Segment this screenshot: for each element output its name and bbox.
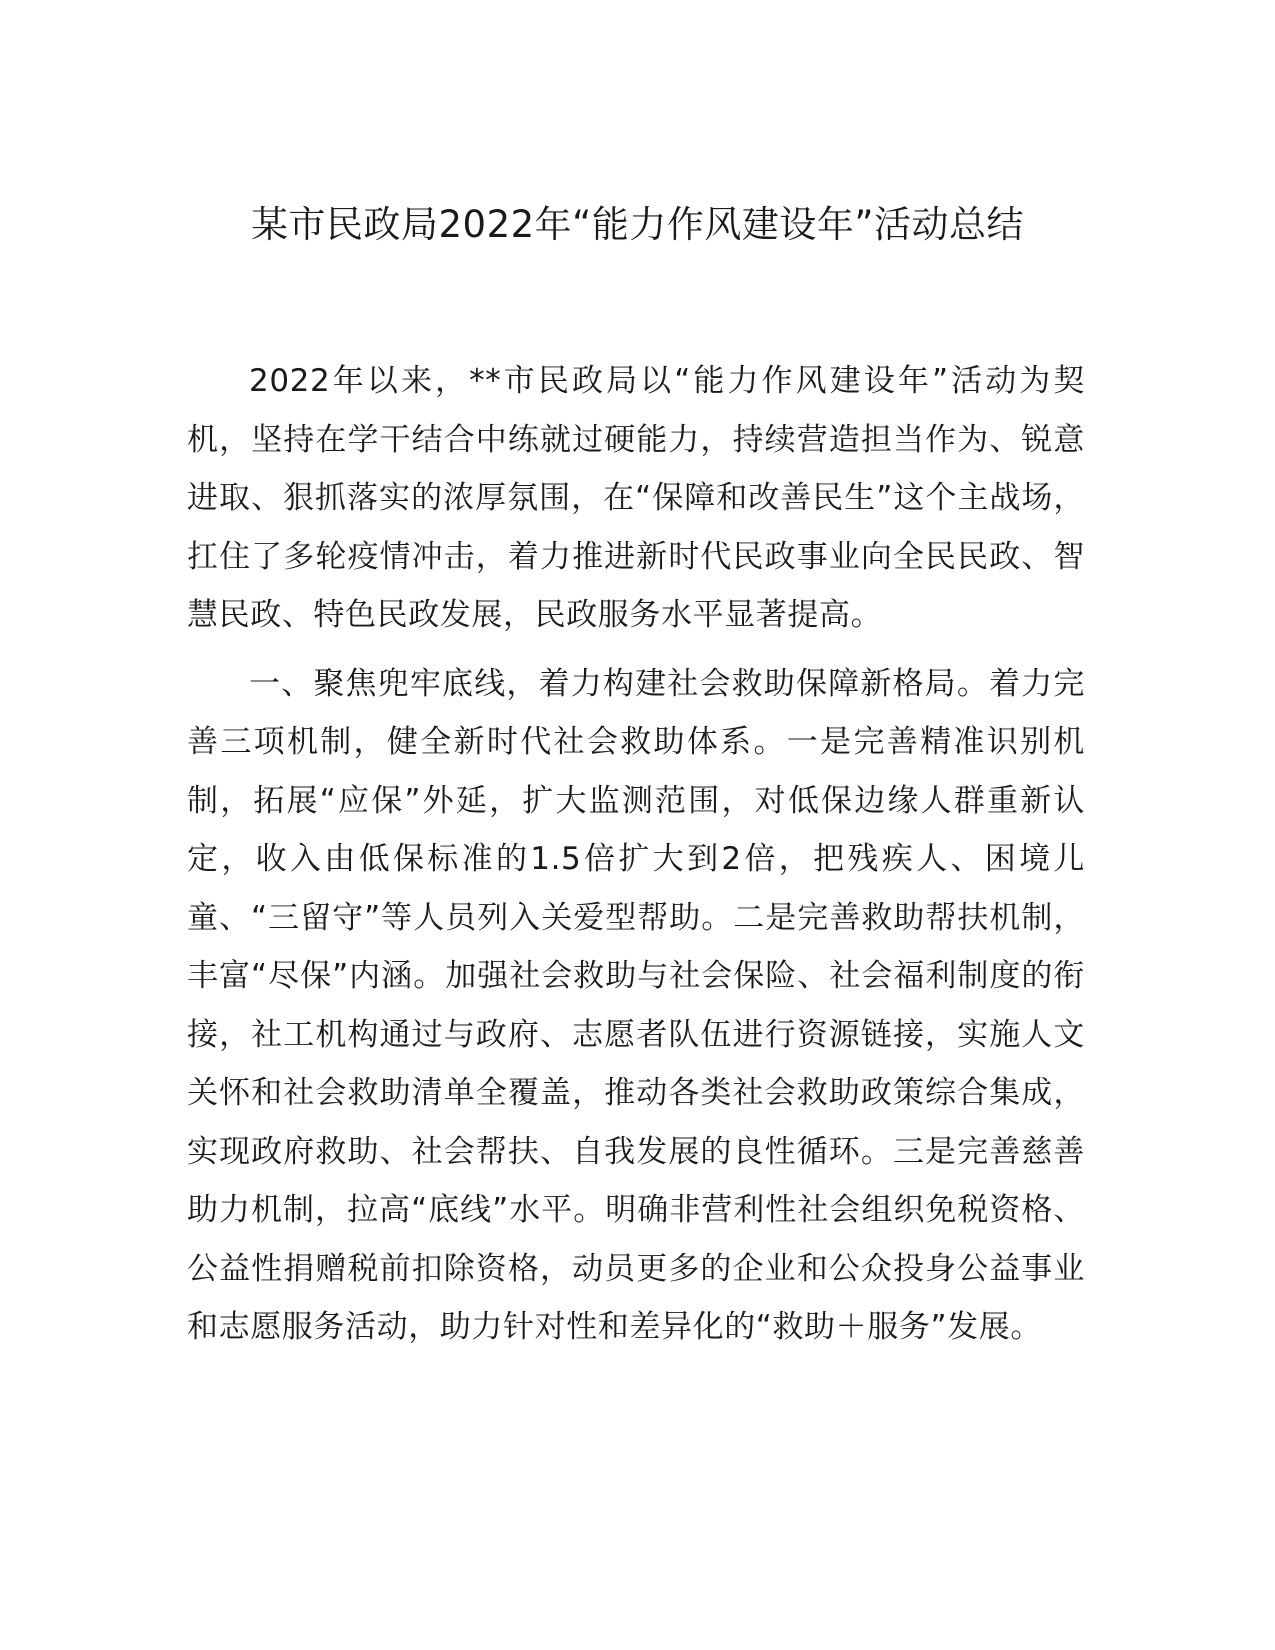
paragraph-section-1: 一、聚焦兜牢底线，着力构建社会救助保障新格局。着力完善三项机制，健全新时代社会救助体系。一是完善精准识别机制，拓展“应保”外延，扩大监测范围，对低保边缘人群重新认定，收入由低保标准的1.5倍扩大到2倍，把残疾人、困境儿童、“三留守”等人员列入关爱型帮助。二是完善救助帮扶机制，丰富“尽保”内涵。加强社会救助与社会保险、社会福利制度的衔接，社工机构通过与政府、志愿者队伍进行资源链接，实施人文关怀和社会救助清单全覆盖，推动各类社会救助政策综合集成，实现政府救助、社会帮扶、自我发展的良性循环。三是完善慈善助力机制，拉高“底线”水平。明确非营利性社会组织免税资格、公益性捐赠税前扣除资格，动员更多的企业和公众投身公益事业和志愿服务活动，助力针对性和差异化的“救助＋服务”发展。	[187, 665, 1085, 1345]
document-title: 某市民政局2022年“能力作风建设年”活动总结	[251, 203, 1024, 246]
paragraph-intro: 2022年以来，**市民政局以“能力作风建设年”活动为契机，坚持在学干结合中练就过硬能力，持续营造担当作为、锐意进取、狠抓落实的浓厚氛围，在“保障和改善民生”这个主战场，扛住了多轮疫情冲击，着力推进新时代民政事业向全民民政、智慧民政、特色民政发展，民政服务水平显著提高。	[187, 363, 1085, 633]
document-body	[187, 352, 1085, 1367]
